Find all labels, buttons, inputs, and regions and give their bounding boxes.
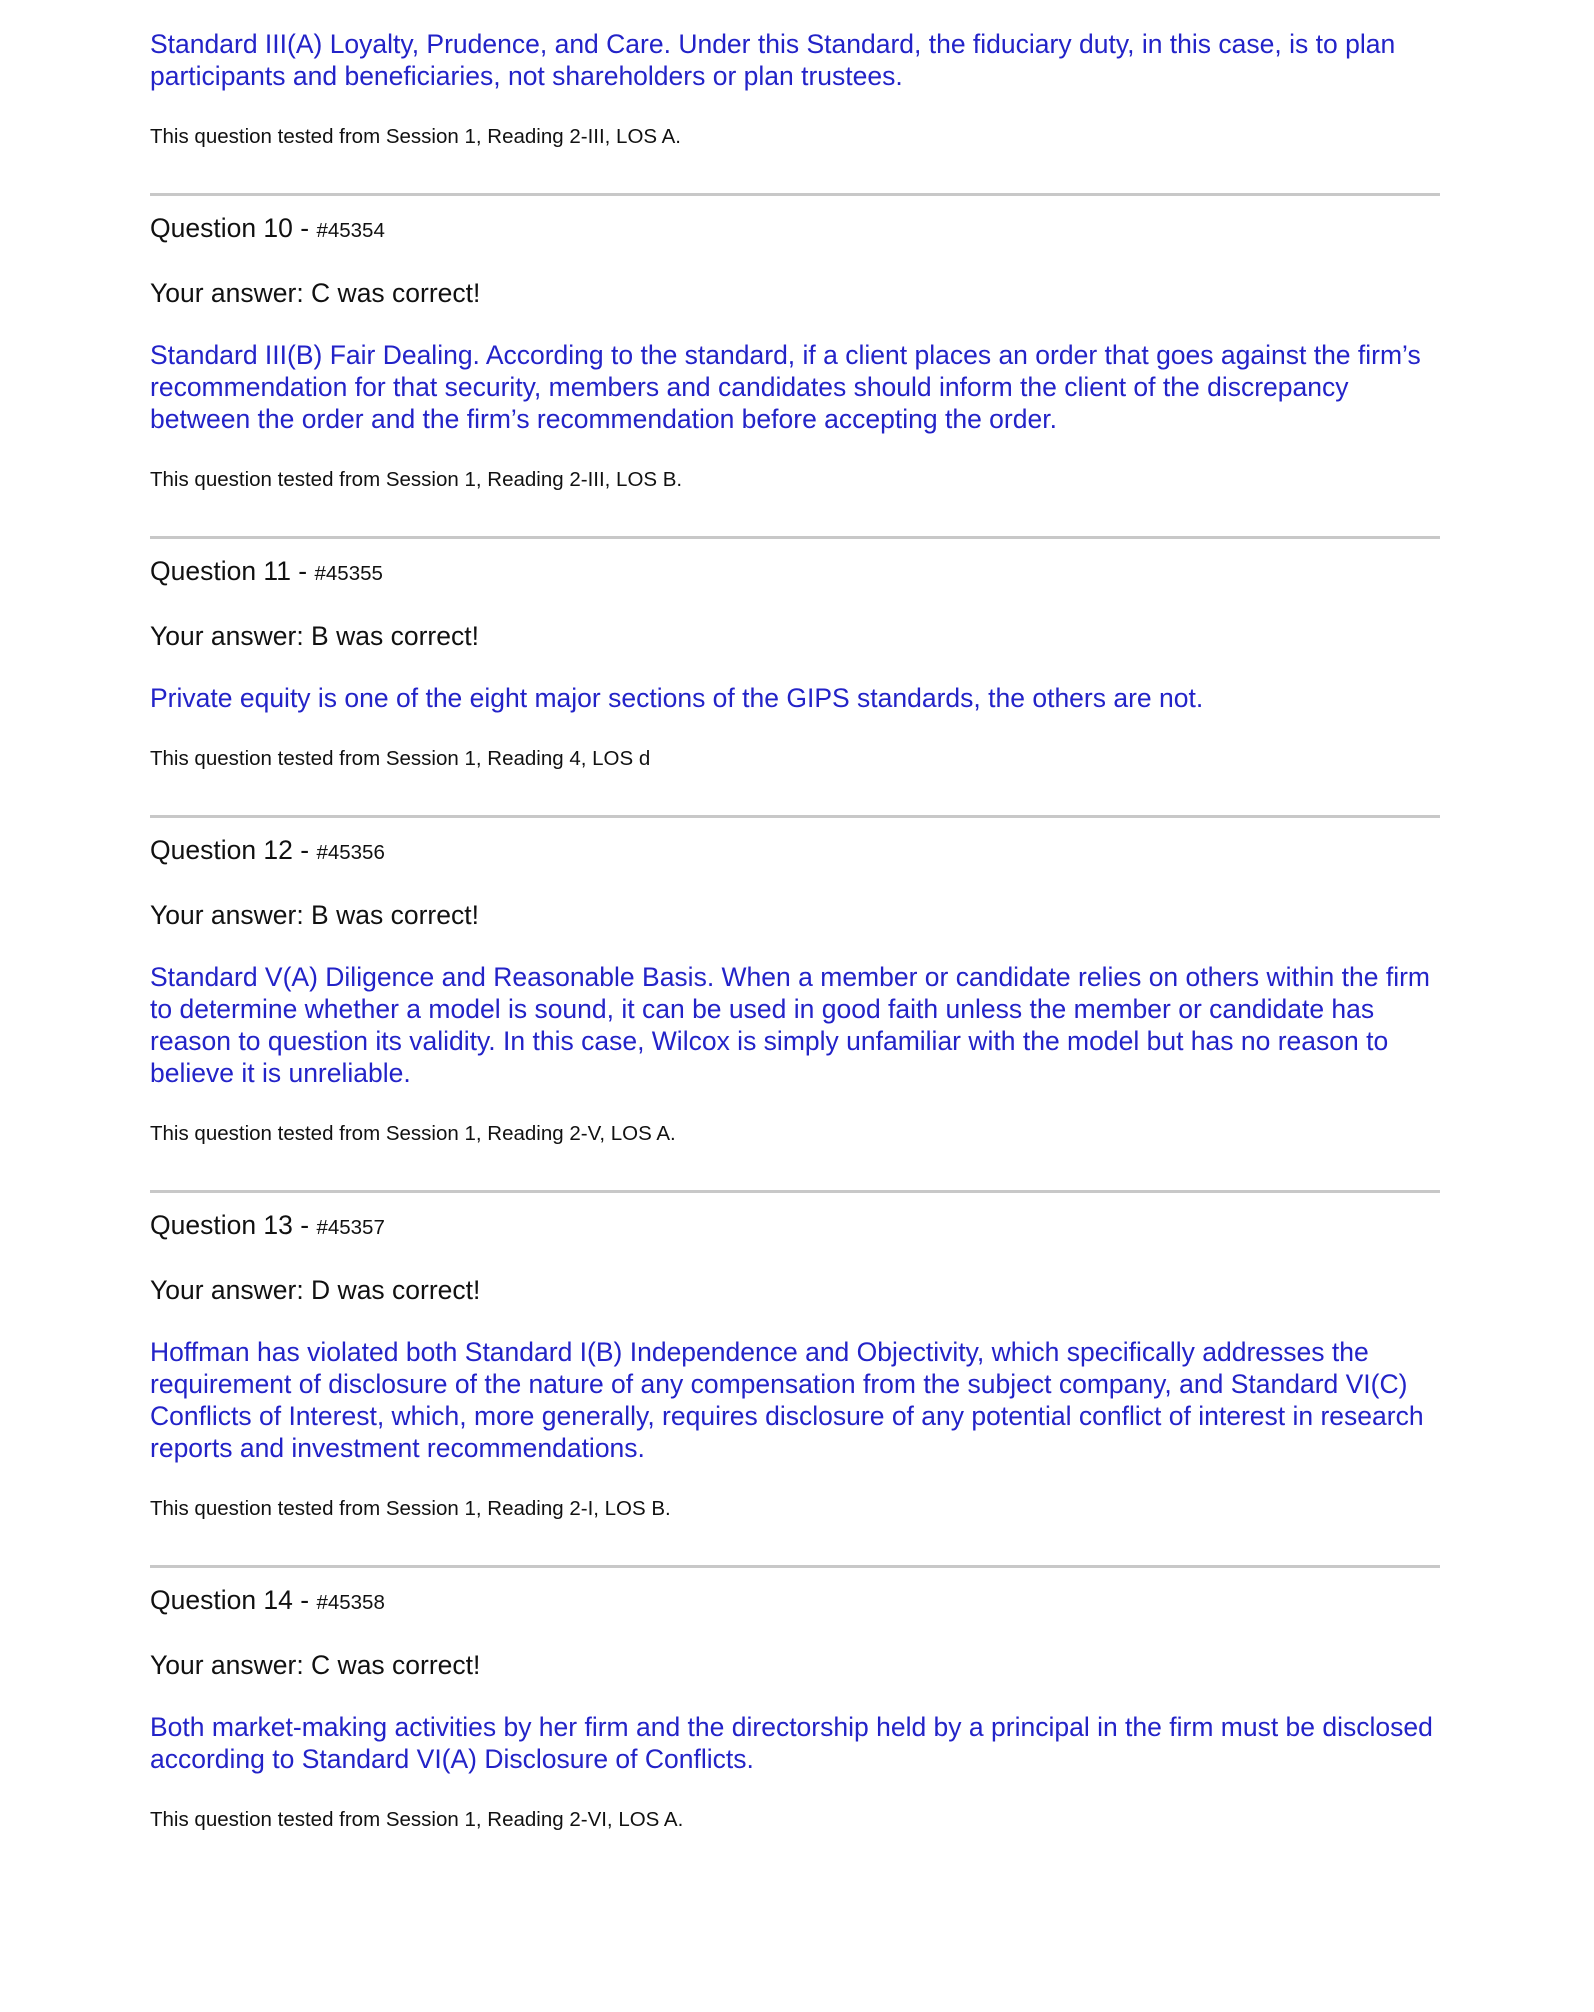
explanation-text: Both market-making activities by her firm and the directorship held by a principal in the firm must be disclosed according to Standard VI(A) Disclosure of Conflicts.	[150, 1712, 1433, 1774]
question-block	[150, 1584, 1440, 1833]
question-header	[150, 1584, 1440, 1619]
section-divider	[150, 193, 1440, 196]
answer-result: Your answer: B was correct!	[150, 900, 479, 930]
question-label: Question 13 -	[150, 1210, 317, 1240]
question-block	[150, 834, 1440, 1147]
section-divider	[150, 1190, 1440, 1193]
source-reference: This question tested from Session 1, Reading 2-V, LOS A.	[150, 1122, 676, 1145]
question-label: Question 10 -	[150, 213, 317, 243]
question-id: #45358	[316, 1591, 385, 1614]
question-id: #45357	[316, 1216, 385, 1239]
question-label: Question 12 -	[150, 835, 317, 865]
source-reference: This question tested from Session 1, Reading 4, LOS d	[150, 747, 651, 770]
answer-result: Your answer: C was correct!	[150, 1650, 481, 1680]
section-divider	[150, 1565, 1440, 1568]
question-header	[150, 834, 1440, 869]
question-header	[150, 1209, 1440, 1244]
source-reference: This question tested from Session 1, Reading 2-VI, LOS A.	[150, 1808, 684, 1831]
question-block	[150, 212, 1440, 493]
section-divider	[150, 536, 1440, 539]
source-reference: This question tested from Session 1, Reading 2-I, LOS B.	[150, 1497, 671, 1520]
explanation-text: Hoffman has violated both Standard I(B) Independence and Objectivity, which specifically addresses the requirement of disclosure of the nature of any compensation from the subject company, and Standard VI(C) Conflicts of Interest, which, more generally, requires disclosure of any potential conflict of interest in research reports and investment recommendations.	[150, 1337, 1424, 1463]
question-id: #45355	[314, 562, 383, 585]
question-block	[150, 555, 1440, 772]
answer-result: Your answer: B was correct!	[150, 621, 479, 651]
explanation-text: Private equity is one of the eight major sections of the GIPS standards, the others are not.	[150, 683, 1204, 713]
explanation-text: Standard III(A) Loyalty, Prudence, and Care. Under this Standard, the fiduciary duty, in this case, is to plan participants and beneficiaries, not shareholders or plan trustees.	[150, 29, 1396, 91]
source-reference: This question tested from Session 1, Reading 2-III, LOS B.	[150, 468, 683, 491]
question-label: Question 14 -	[150, 1585, 317, 1615]
source-reference: This question tested from Session 1, Reading 2-III, LOS A.	[150, 125, 681, 148]
section-divider	[150, 815, 1440, 818]
question-label: Question 11 -	[150, 556, 315, 586]
question-header	[150, 212, 1440, 247]
explanation-text: Standard V(A) Diligence and Reasonable Basis. When a member or candidate relies on others within the firm to determine whether a model is sound, it can be used in good faith unless the member or candidate has reason to question its validity. In this case, Wilcox is simply unfamiliar with the model but has no reason to believe it is unreliable.	[150, 962, 1431, 1088]
answer-result: Your answer: C was correct!	[150, 278, 481, 308]
question-id: #45356	[316, 841, 385, 864]
content-column	[150, 28, 1440, 1833]
answer-result: Your answer: D was correct!	[150, 1275, 481, 1305]
question-block	[150, 1209, 1440, 1522]
question-header	[150, 555, 1440, 590]
question-id: #45354	[316, 219, 385, 242]
explanation-text: Standard III(B) Fair Dealing. According to the standard, if a client places an order that goes against the firm’s recommendation for that security, members and candidates should inform the client of the discrepancy between the order and the firm’s recommendation before accepting the order.	[150, 340, 1421, 434]
